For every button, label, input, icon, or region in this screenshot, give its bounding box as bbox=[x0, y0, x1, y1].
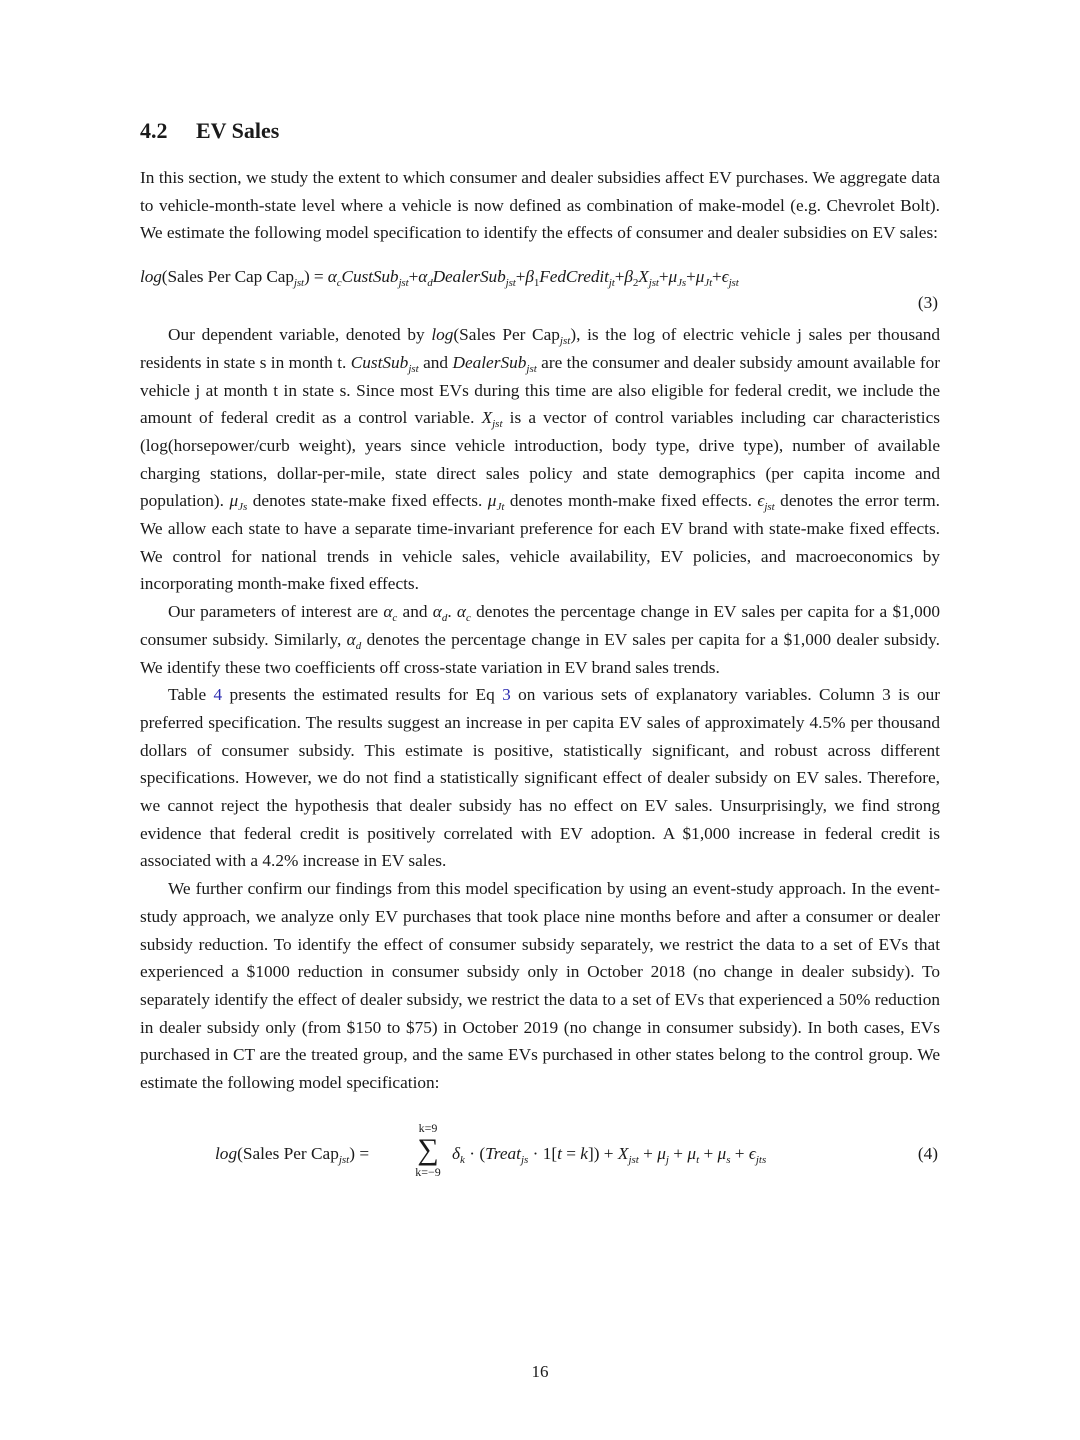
summation-symbol: k=9 ∑ k=−9 bbox=[408, 1121, 448, 1179]
equation-4 bbox=[140, 1113, 940, 1213]
equation-3 bbox=[140, 267, 940, 321]
event-study-paragraph: We further confirm our findings from this model specification by using an event-study approach. In the event-study approach, we analyze only EV purchases that took place nine months before and after a consumer or dealer subsidy reduction. To identify the effect of consumer subsidy separately, we restrict the data to a set of EVs that experienced a $1000 reduction in consumer subsidy only in October 2018 (no change in dealer subsidy). To separately identify the effect of dealer subsidy, we restrict the data to a set of EVs that experienced a 50% reduction in dealer subsidy only (from $150 to $75) in October 2019 (no change in consumer subsidy). In both cases, EVs purchased in CT are the treated group, and the same EVs purchased in other states belong to the control group. We estimate the following model specification: bbox=[140, 879, 940, 1093]
equation-4-rhs: $\delta_k$ · (Treat$_{js}$ · $1[t = k]) + X_{jst} + \mu_j + \mu_t + \mu_s + \epsilon_{jts}$ bbox=[452, 1143, 767, 1166]
equation-3-body: log(Sales Per Cap $Cap_{jst}) = \alpha_cCustSub_{jst}+\alpha_dDealerSub_{jst}+\beta_1FedCredit_{jt}+\beta_2X_{jst}+\mu_{Js}+\mu_{Jt}+\epsilon_{jst}$ bbox=[140, 267, 739, 290]
table-4-link[interactable]: 4 bbox=[213, 685, 223, 705]
section-heading bbox=[140, 118, 940, 144]
equation-3-link[interactable]: 3 bbox=[502, 685, 511, 705]
results-paragraph: Table 4 presents the estimated results for Eq 3 on various sets of explanatory variables. Column 3 is our preferred specification. The results suggest an increase in per capita EV sales of approximately 4.5% per thousand dollars of consumer subsidy. This estimate is positive, statistically significant, and robust across different specifications. However, we do not find a statistically significant effect of dealer subsidy on EV sales. Therefore, we cannot reject the hypothesis that dealer subsidy has no effect on EV sales. Unsurprisingly, we find strong evidence that federal credit is positively correlated with EV adoption. A $1,000 increase in federal credit is associated with a 4.2% increase in EV sales. bbox=[140, 685, 941, 871]
sum-upper-limit: k=9 bbox=[418, 1120, 438, 1135]
equation-3-number: (3) bbox=[917, 293, 938, 313]
page-number: 16 bbox=[531, 1362, 549, 1381]
intro-paragraph: In this section, we study the extent to which consumer and dealer subsidies affect EV purchases. We aggregate data to vehicle-month-state level where a vehicle is now defined as combination of make-model (e.g. Chevrolet Bolt). We estimate the following model specification to identify the effects of consumer and dealer subsidies on EV sales: bbox=[140, 168, 940, 243]
parameters-paragraph: Our parameters of interest are $\alpha_c$ and $\alpha_d$. $\alpha_c$ denotes the percentage change in EV sales per capita for a $1,000 consumer subsidy. Similarly, $\alpha_d$ denotes the percentage change in EV sales per capita for a $1,000 dealer subsidy. We identify these two coefficients off cross-state variation in EV brand sales trends. bbox=[140, 602, 941, 677]
equation-4-number: (4) bbox=[917, 1143, 938, 1163]
dependent-variable-paragraph: Our dependent variable, denoted by log(Sales Per Cap$_{jst}$), is the log of electric vehicle j sales per thousand residents in state s in month t. CustSub$_{jst}$ and DealerSub$_{jst}$ are the consumer and dealer subsidy amount available for vehicle j at month t in state s. Since most EVs during this time are also eligible for federal credit, we include the amount of federal credit as a control variable. $X_{jst}$ is a vector of control variables including car characteristics (log(horsepower/curb weight), years since vehicle introduction, body type, drive type), number of available charging stations, dollar-per-mile, state direct sales policy and state demographics (per capita income and population). $\mu_{Js}$ denotes state-make fixed effects. $\mu_{Jt}$ denotes month-make fixed effects. $\epsilon_{jst}$ denotes the error term. We allow each state to have a separate time-invariant preference for each EV brand with state-make fixed effects. We control for national trends in vehicle sales, vehicle availability, EV policies, and macroeconomics by incorporating month-make fixed effects. bbox=[140, 325, 941, 594]
section-number: 4.2 bbox=[140, 118, 168, 143]
sum-lower-limit: k=−9 bbox=[415, 1164, 441, 1179]
section-title: EV Sales bbox=[196, 118, 280, 143]
equation-4-lhs: log(Sales Per Cap$_{jst}$) = bbox=[215, 1143, 370, 1166]
page-content bbox=[140, 118, 940, 1213]
